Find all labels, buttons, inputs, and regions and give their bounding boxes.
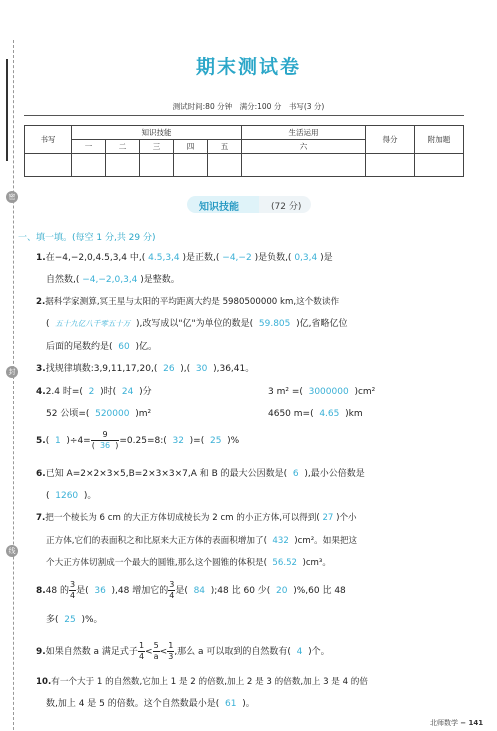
answer: 3000000 — [308, 387, 349, 397]
text: 是( — [175, 586, 188, 596]
text: 据科学家测算,冥王星与太阳的平均距离大约是 5980500000 km,这个数读作 — [45, 297, 340, 307]
text: )。 — [242, 699, 255, 709]
answer: 0,3,4 — [294, 253, 318, 263]
answer: 32 — [172, 436, 184, 446]
blank-cell — [72, 154, 106, 177]
denominator: ( 36 ) — [91, 441, 119, 450]
text: 在−4,−2,0,4.5,3,4 中,( — [45, 253, 146, 263]
answer: 1260 — [55, 491, 79, 501]
numerator: 3 — [70, 580, 76, 589]
answer: 1 — [54, 436, 61, 446]
text: )个。 — [308, 647, 330, 657]
answer: 60 — [118, 342, 130, 352]
text: )个小 — [336, 513, 357, 523]
publisher-label: 北师数学 — [430, 719, 458, 727]
text: =0.25=8:( — [119, 436, 167, 446]
text: 把一个棱长为 6 cm 的大正方体切成棱长为 2 cm 的小正方体,可以得到( — [45, 513, 320, 523]
answer: 25 — [64, 615, 76, 625]
numerator: 9 — [91, 430, 120, 441]
text: )是正数,( — [182, 253, 220, 263]
answer: 61 — [225, 699, 237, 709]
answer: 27 — [322, 513, 334, 523]
text: )%,60 比 48 — [293, 586, 346, 596]
text: 如果自然数 a 满足式子 — [45, 647, 138, 657]
text: )% — [227, 436, 240, 446]
question-10-line-1 — [36, 676, 368, 688]
question-number: 4. — [36, 387, 46, 397]
question-10-line-2 — [46, 698, 255, 710]
blank-cell — [242, 154, 366, 177]
text: 后面的尾数约是( — [46, 342, 113, 352]
less-than: < — [159, 647, 168, 657]
text: )时( — [100, 387, 117, 397]
text: )=( — [189, 436, 205, 446]
text: )%。 — [81, 615, 103, 625]
less-than: < — [145, 647, 153, 657]
text: ( — [46, 491, 50, 501]
text: )是 — [320, 253, 333, 263]
text: )亿,省略亿位 — [296, 319, 348, 329]
margin-mark-seal: 密 — [6, 191, 18, 203]
cell-writing: 书写 — [25, 126, 72, 154]
question-3 — [36, 363, 254, 375]
denominator: a — [153, 652, 159, 661]
margin-mark-cover: 封 — [6, 366, 18, 378]
text: ),( — [180, 364, 191, 374]
cell-bonus: 附加题 — [415, 126, 464, 154]
question-4-line-2b — [268, 408, 363, 420]
fraction — [138, 641, 145, 662]
blank-cell — [174, 154, 208, 177]
question-5 — [36, 429, 239, 453]
numerator: 1 — [168, 641, 174, 650]
text: )÷4= — [66, 436, 91, 446]
answer: 520000 — [95, 409, 130, 419]
question-number: 7. — [36, 513, 46, 523]
answer: 24 — [121, 387, 134, 397]
answer: −4,−2,0,3,4 — [82, 275, 138, 285]
question-1-line-2 — [46, 274, 180, 286]
answer: 432 — [272, 536, 289, 546]
text: ( — [46, 319, 50, 329]
denominator: 4 — [138, 652, 145, 661]
cell-n1: 一 — [72, 140, 106, 154]
score-table — [24, 125, 464, 177]
question-4-line-1a — [36, 386, 152, 398]
text: )cm³。 — [302, 558, 331, 568]
denominator: 3 — [168, 652, 174, 661]
question-6-line-1 — [36, 468, 365, 480]
section-points: (72 分) — [271, 202, 302, 212]
question-2-line-2 — [46, 318, 348, 330]
text: 有一个大于 1 的自然数,它加上 1 是 2 的倍数,加上 2 是 3 的倍数,加上 3 是 4 的倍 — [51, 677, 368, 687]
question-8-line-1 — [36, 579, 346, 603]
blank-cell — [106, 154, 140, 177]
answer: 4 — [296, 647, 303, 657]
answer: 4.5,3,4 — [148, 253, 180, 263]
text: 正方体,它们的表面积之和比原来大正方体的表面积增加了( — [46, 536, 267, 546]
text: 多( — [46, 615, 59, 625]
question-8-line-2 — [46, 614, 103, 626]
question-2-line-3 — [46, 341, 157, 353]
answer: 6 — [292, 469, 299, 479]
blank-cell — [25, 154, 72, 177]
blank-cell — [140, 154, 174, 177]
text: 个大正方体切割成一个最大的圆锥,那么这个圆锥的体积是( — [46, 558, 267, 568]
numerator: 1 — [138, 641, 145, 650]
text: );48 比 60 少( — [210, 586, 271, 596]
question-number: 9. — [36, 647, 46, 657]
page-title: 期末测试卷 — [195, 56, 301, 78]
cell-n6: 六 — [242, 140, 366, 154]
text: 自然数,( — [46, 275, 80, 285]
question-1-line-1 — [36, 252, 333, 264]
text: 是( — [76, 586, 89, 596]
exam-info: 测试时间:80 分钟 满分:100 分 书写(3 分) — [172, 102, 325, 111]
text: 已知 A=2×2×3×5,B=2×3×3×7,A 和 B 的最大公因数是( — [45, 469, 288, 479]
text: 4650 m=( — [268, 409, 314, 419]
cell-n2: 二 — [106, 140, 140, 154]
blank-cell — [366, 154, 415, 177]
blank-cell — [415, 154, 464, 177]
answer: −4,−2 — [222, 253, 252, 263]
question-4-line-1b — [268, 386, 375, 398]
binding-line — [13, 40, 14, 730]
question-7-line-2 — [46, 535, 357, 547]
answer: 84 — [193, 586, 206, 596]
text: )cm²。如果把这 — [294, 536, 358, 546]
question-number: 10. — [36, 677, 52, 687]
answer: 59.805 — [258, 319, 291, 329]
question-7-line-3 — [46, 557, 331, 569]
text: 找规律填数:3,9,11,17,20,( — [45, 364, 158, 374]
answer: 4.65 — [319, 409, 340, 419]
text: 52 公顷=( — [46, 409, 90, 419]
cell-n5: 五 — [208, 140, 242, 154]
text: )cm² — [354, 387, 376, 397]
denominator: 4 — [169, 591, 175, 600]
text: 2.4 时=( — [45, 387, 83, 397]
text: )m² — [135, 409, 152, 419]
question-2-line-1 — [36, 296, 339, 308]
text: )是整数。 — [140, 275, 180, 285]
text: 48 的 — [45, 586, 70, 596]
section-header — [187, 196, 311, 213]
text: ),最小公倍数是 — [304, 469, 365, 479]
blank-cell — [208, 154, 242, 177]
denominator: 4 — [70, 591, 76, 600]
cell-n3: 三 — [140, 140, 174, 154]
text: 数,加上 4 是 5 的倍数。这个自然数最小是( — [46, 699, 220, 709]
answer: 30 — [195, 364, 208, 374]
page-footer — [430, 718, 483, 728]
fraction — [91, 430, 120, 451]
section-title: 知识技能 — [199, 202, 239, 213]
question-number: 1. — [36, 253, 46, 263]
text: 3 m² =( — [268, 387, 303, 397]
question-number: 5. — [36, 436, 46, 446]
answer: 26 — [163, 364, 175, 374]
question-7-line-1 — [36, 512, 357, 524]
question-4-line-2a — [46, 408, 151, 420]
question-number: 6. — [36, 469, 46, 479]
cell-score: 得分 — [366, 126, 415, 154]
cell-n4: 四 — [174, 140, 208, 154]
text: ),36,41。 — [213, 364, 255, 374]
margin-mark-line: 线 — [6, 545, 18, 557]
question-6-line-2 — [46, 490, 96, 502]
numerator: 5 — [153, 641, 159, 650]
question-9 — [36, 640, 330, 664]
fraction — [153, 641, 160, 662]
text: )分 — [139, 387, 152, 397]
text: ),48 增加它的 — [111, 586, 169, 596]
question-number: 8. — [36, 586, 46, 596]
cell-life: 生活运用 — [242, 126, 366, 140]
answer: 36 — [99, 441, 111, 450]
text: )是负数,( — [254, 253, 292, 263]
question-number: 2. — [36, 297, 46, 307]
text: )。 — [83, 491, 97, 501]
answer: 2 — [88, 387, 95, 397]
text: )km — [345, 409, 363, 419]
question-number: 3. — [36, 364, 46, 374]
answer: 25 — [209, 436, 222, 446]
text: ,那么 a 可以取到的自然数有( — [174, 647, 291, 657]
answer: 五十九亿八千零五十万 — [55, 319, 131, 328]
part-heading: 一、填一填。(每空 1 分,共 29 分) — [18, 233, 156, 243]
answer: 56.52 — [272, 558, 298, 568]
answer: 20 — [276, 586, 288, 596]
answer: 36 — [94, 586, 106, 596]
text: ),改写成以"亿"为单位的数是( — [135, 319, 254, 329]
text: )亿。 — [135, 342, 157, 352]
text: ( — [45, 436, 50, 446]
divider-top — [24, 115, 464, 116]
page-number: − 141 — [460, 719, 484, 727]
cell-knowledge: 知识技能 — [72, 126, 242, 140]
numerator: 3 — [169, 580, 175, 589]
